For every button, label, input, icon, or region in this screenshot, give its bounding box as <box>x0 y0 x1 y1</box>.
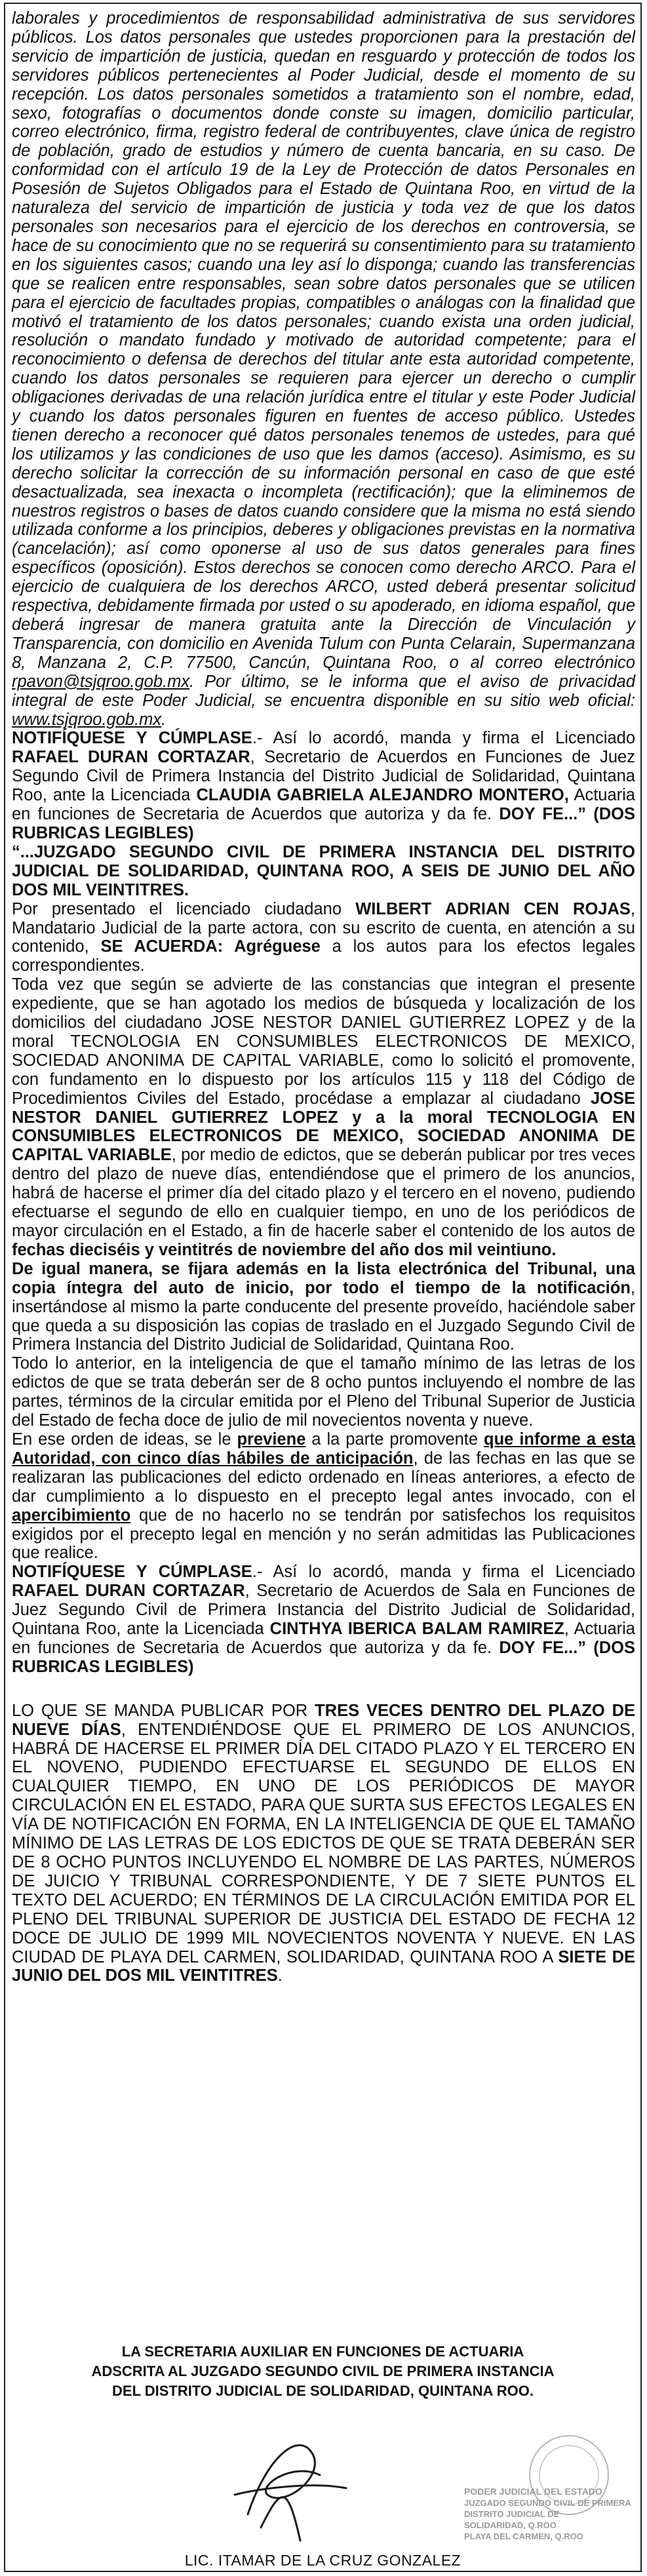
text-run: En ese orden de ideas, se le <box>12 1430 237 1449</box>
text-run: . Por último, se le informa que el aviso de privacidad integral de este Poder Judicial, se encuentra disponible en su sitio web oficial: <box>12 672 635 710</box>
text-run: , de las fechas en las que se realizaran las publicaciones del edicto ordenado en líneas anteriores, a efecto de dar cumplimiento a lo dispuesto en el precepto legal antes invocado, con el <box>12 1449 635 1506</box>
text-run: . <box>277 1966 283 1985</box>
privacy-notice-paragraph <box>12 9 635 729</box>
text-run: Por presentado el licenciado ciudadano <box>12 899 356 918</box>
text-run: CLAUDIA GABRIELA ALEJANDRO MONTERO, <box>196 786 569 805</box>
notification-paragraph-1 <box>12 729 635 842</box>
text-run: previene <box>237 1430 306 1449</box>
text-run: Toda vez que según se advierte de las constancias que integran el presente expediente, que se han agotado los medios de búsqueda y localización de los domicilios del ciudadano JOSE NESTOR DANIEL GUTIERREZ LOPEZ y de la moral TECNOLOGIA EN CONSUMIBLES ELECTRONICOS DE MEXICO, SOCIEDAD ANONIMA DE CAPITAL VARIABLE, como lo solicitó el promovente, con fundamento en lo dispuesto por los artículos 115 y 118 del Código de Procedimientos Civiles del Estado, procédase a emplazar al ciudadano <box>12 975 635 1108</box>
text-run: JOSE NESTOR DANIEL GUTIERREZ LOPEZ y a la moral TECNOLOGIA EN CONSUMIBLES ELECTRONICOS DE MEXICO, SOCIEDAD ANONIMA DE CAPITAL VARIABLE <box>12 1089 635 1165</box>
text-run: NOTIFÍQUESE Y CÚMPLASE <box>12 729 252 748</box>
text-run: RAFAEL DURAN CORTAZAR <box>12 748 250 767</box>
text-run: , Actuaria en funciones de Secretaria de Acuerdos que autoriza y da fe. <box>12 1620 635 1657</box>
signature-title-block <box>5 2342 640 2401</box>
edict-body <box>12 9 635 1985</box>
text-run: De igual manera, se fijara además en la lista electrónica del Tribunal, una copia íntegra del auto de inicio, por todo el tiempo de la notificación <box>12 1259 635 1297</box>
signature-title-line-1: LA SECRETARIA AUXILIAR EN FUNCIONES DE ACTUARIA <box>121 2343 524 2360</box>
text-run: SIETE DE JUNIO DEL DOS MIL VEINTITRES <box>12 1947 636 1985</box>
text-run: a los autos para los efectos legales correspondientes. <box>12 937 635 975</box>
text-run: que de no hacerlo no se tendrán por satisfechos los requisitos exigidos por el precepto legal en mención y no serán admitidas las Publicaciones que realice. <box>12 1506 635 1563</box>
text-run: , insertándose al mismo la parte conducente del presente proveído, haciéndole saber que queda a su disposición las copias de traslado en el Juzgado Segundo Civil de Primera Instancia del Distrito Judicial de Solidaridad, Quintana Roo. <box>12 1278 635 1354</box>
signer-name: LIC. ITAMAR DE LA CRUZ GONZALEZ <box>184 2552 461 2569</box>
court-seal <box>458 2429 641 2554</box>
text-run: DOY FE...” (DOS RUBRICAS LEGIBLES) <box>12 1638 635 1676</box>
warning-paragraph <box>12 1430 635 1563</box>
text-run: WILBERT ADRIAN CEN ROJAS <box>355 899 631 918</box>
text-run: . <box>161 710 167 729</box>
text-run: TRES VECES DENTRO DEL PLAZO DE NUEVE DÍAS <box>12 1701 635 1739</box>
handwritten-signature <box>222 2416 353 2547</box>
text-run: Todo lo anterior, en la inteligencia de que el tamaño mínimo de las letras de los edictos de que se trata deberán ser de 8 ocho puntos incluyendo el nombre de las partes, términos de la circular emitida por el Pleno del Tribunal Superior de Justicia del Estado de fecha doce de julio de mil novecientos noventa y nueve. <box>12 1354 635 1430</box>
text-run: DOY FE...” (DOS RUBRICAS LEGIBLES) <box>12 805 635 842</box>
publication-order <box>12 1702 635 1986</box>
text-run: , Secretario de Acuerdos de Sala en Funciones de Juez Segundo Civil de Primera Instancia del Distrito Judicial de Solidaridad, Quintana Roo, ante la Licenciada <box>12 1582 635 1639</box>
seal-line-3: DISTRITO JUDICIAL DE <box>464 2509 560 2519</box>
text-run: , ENTENDIÉNDOSE QUE EL PRIMERO DE LOS ANUNCIOS, HABRÁ DE HACERSE EL PRIMER DÍA DEL CITADO PLAZO Y EL TERCERO EN EL NOVENO, PUDIENDO EFECTUARSE EL SEGUNDO DE ELLOS EN CUALQUIER TIEMPO, EN UNO DE LOS PERIÓDICOS DE MAYOR CIRCULACIÓN EN EL ESTADO, PARA QUE SURTA SUS EFECTOS LEGALES EN VÍA DE NOTIFICACIÓN EN FORMA, EN LA INTELIGENCIA DE QUE EL TAMAÑO MÍNIMO DE LAS LETRAS DE LOS EDICTOS DE QUE SE TRATA DEBERÁN SER DE 8 OCHO PUNTOS INCLUYENDO EL NOMBRE DE LAS PARTES, NÚMEROS DE JUICIO Y TRIBUNAL CORRESPONDIENTE, Y DE 7 SIETE PUNTOS EL TEXTO DEL ACUERDO; EN TÉRMINOS DE LA CIRCULACIÓN EMITIDA POR EL PLENO DEL TRIBUNAL SUPERIOR DE JUSTICIA DEL ESTADO DE FECHA 12 DOCE DE JULIO DE 1999 MIL NOVECIENTOS NOVENTA Y NUEVE. EN LAS CIUDAD DE PLAYA DEL CARMEN, SOLIDARIDAD, QUINTANA ROO A <box>12 1720 635 1966</box>
text-run: NOTIFÍQUESE Y CÚMPLASE <box>12 1563 252 1582</box>
summons-paragraph <box>12 975 635 1260</box>
signature-title-line-2: ADSCRITA AL JUZGADO SEGUNDO CIVIL DE PRIMERA INSTANCIA <box>91 2363 555 2379</box>
text-run: rpavon@tsjqroo.gob.mx <box>12 672 190 691</box>
text-run: laborales y procedimientos de responsabilidad administrativa de sus servidores públicos. Los datos personales que ustedes proporcionen para la prestación del servicio de impartición de justicia, quedan en resguardo y protección de todos los servidores públicos pertenecientes al Poder Judicial, desde el momento de su recepción. Los datos personales sometidos a tratamiento son el nombre, edad, sexo, fotografías o documentos donde conste su imagen, domicilio particular, correo electrónico, firma, registro federal de contribuyentes, clave única de registro de población, grado de estudios y número de cuenta bancaria, en su caso. De conformidad con el artículo 19 de la Ley de Protección de datos Personales en Posesión de Sujetos Obligados para el Estado de Quintana Roo, en virtud de la naturaleza del servicio de impartición de justicia y toda vez de que los datos personales son necesarios para el ejercicio de los derechos en controversia, se hace de su conocimiento que no se requerirá su consentimiento para su tratamiento en los siguientes casos; cuando una ley así lo disponga; cuando las transferencias que se realicen entre responsables, sean sobre datos personales que se utilicen para el ejercicio de facultades propias, compatibles o análogas con la finalidad que motivó el tratamiento de los datos personales; cuando exista una orden judicial, resolución o mandato fundado y motivado de autoridad competente; para el reconocimiento o defensa de derechos del titular ante esta autoridad competente, cuando los datos personales se requieren para ejercer un derecho o cumplir obligaciones derivadas de una relación jurídica entre el titular y este Poder Judicial y cuando los datos personales figuren en fuentes de acceso público. Ustedes tienen derecho a reconocer qué datos personales tenemos de ustedes, para qué los utilizamos y las condiciones de uso que les damos (acceso). Asimismo, es su derecho solicitar la corrección de su información personal en caso de que esté desactualizada, sea inexacta o incompleta (rectificación); que la eliminemos de nuestros registros o bases de datos cuando considere que la misma no está siendo utilizada conforme a los principios, deberes y obligaciones previstas en la normativa (cancelación); así como oponerse al uso de sus datos generales para fines específicos (oposición). Estos derechos se conocen como derecho ARCO. Para el ejercicio de cualquiera de los derechos ARCO, usted deberá presentar solicitud respectiva, debidamente firmada por usted o su apoderado, en idioma español, que deberá ingresar de manera gratuita ante la Dirección de Vinculación y Transparencia, con domicilio en Avenida Tulum con Punta Celarain, Supermanzana 8, Manzana 2, C.P. 77500, Cancún, Quintana Roo, o al correo electrónico <box>12 9 635 672</box>
electronic-list-paragraph <box>12 1260 635 1355</box>
text-run: “...JUZGADO SEGUNDO CIVIL DE PRIMERA INSTANCIA DEL DISTRITO JUDICIAL DE SOLIDARIDAD, QUINTANA ROO, A SEIS DE JUNIO DEL AÑO DOS MIL VEINTITRES. <box>12 842 635 899</box>
letter-size-paragraph <box>12 1354 635 1430</box>
text-run: CINTHYA IBERICA BALAM RAMIREZ <box>269 1620 564 1639</box>
text-run: , por medio de edictos, que se deberán publicar por tres veces dentro del plazo de nueve días, entendiéndose que el primero de los anuncios, habrá de hacerse el primer día del citado plazo y el tercero en el noveno, pudiendo efectuarse el segundo de ello en cualquier tiempo, en uno de los periódicos de mayor circulación en el Estado, a fin de hacerle saber el contenido de los autos de <box>12 1146 635 1240</box>
text-run: a la parte promovente <box>305 1430 484 1449</box>
text-run: .- Así lo acordó, manda y firma el Licenciado <box>252 1563 635 1582</box>
text-run: .- Así lo acordó, manda y firma el Licenciado <box>252 729 635 748</box>
edict-frame <box>4 3 642 2572</box>
text-run: fechas dieciséis y veintitrés de noviembre del año dos mil veintiuno. <box>12 1240 557 1259</box>
text-run: www.tsjqroo.gob.mx <box>12 710 162 729</box>
signature-title-line-3: DEL DISTRITO JUDICIAL DE SOLIDARIDAD, QUINTANA ROO. <box>112 2383 534 2399</box>
notification-paragraph-2 <box>12 1563 635 1676</box>
seal-line-5: PLAYA DEL CARMEN, Q.ROO <box>464 2531 583 2541</box>
presentation-paragraph <box>12 900 635 976</box>
text-run: RAFAEL DURAN CORTAZAR <box>12 1582 245 1601</box>
court-date-heading <box>12 843 635 900</box>
seal-line-1: PODER JUDICIAL DEL ESTADO <box>464 2486 602 2497</box>
text-run: , Secretario de Acuerdos en Funciones de Juez Segundo Civil de Primera Instancia del Distrito Judicial de Solidaridad, Quintana Roo, ante la Licenciada <box>12 748 635 805</box>
seal-line-4: SOLIDARIDAD, Q.ROO <box>464 2520 557 2530</box>
text-run: apercibimiento <box>12 1506 131 1525</box>
text-run: SE ACUERDA: Agréguese <box>100 937 321 956</box>
text-run: LO QUE SE MANDA PUBLICAR POR <box>12 1701 315 1720</box>
text-run: , Mandatario Judicial de la parte actora, con su escrito de cuenta, en atención a su contenido, <box>12 899 635 956</box>
seal-line-2: JUZGADO SEGUNDO CIVIL DE PRIMERA <box>464 2498 631 2508</box>
text-run: que informe a esta Autoridad, con cinco días hábiles de anticipación <box>12 1430 635 1468</box>
text-run: Actuaria en funciones de Secretaria de Acuerdos que autoriza y da fe. <box>12 786 635 824</box>
